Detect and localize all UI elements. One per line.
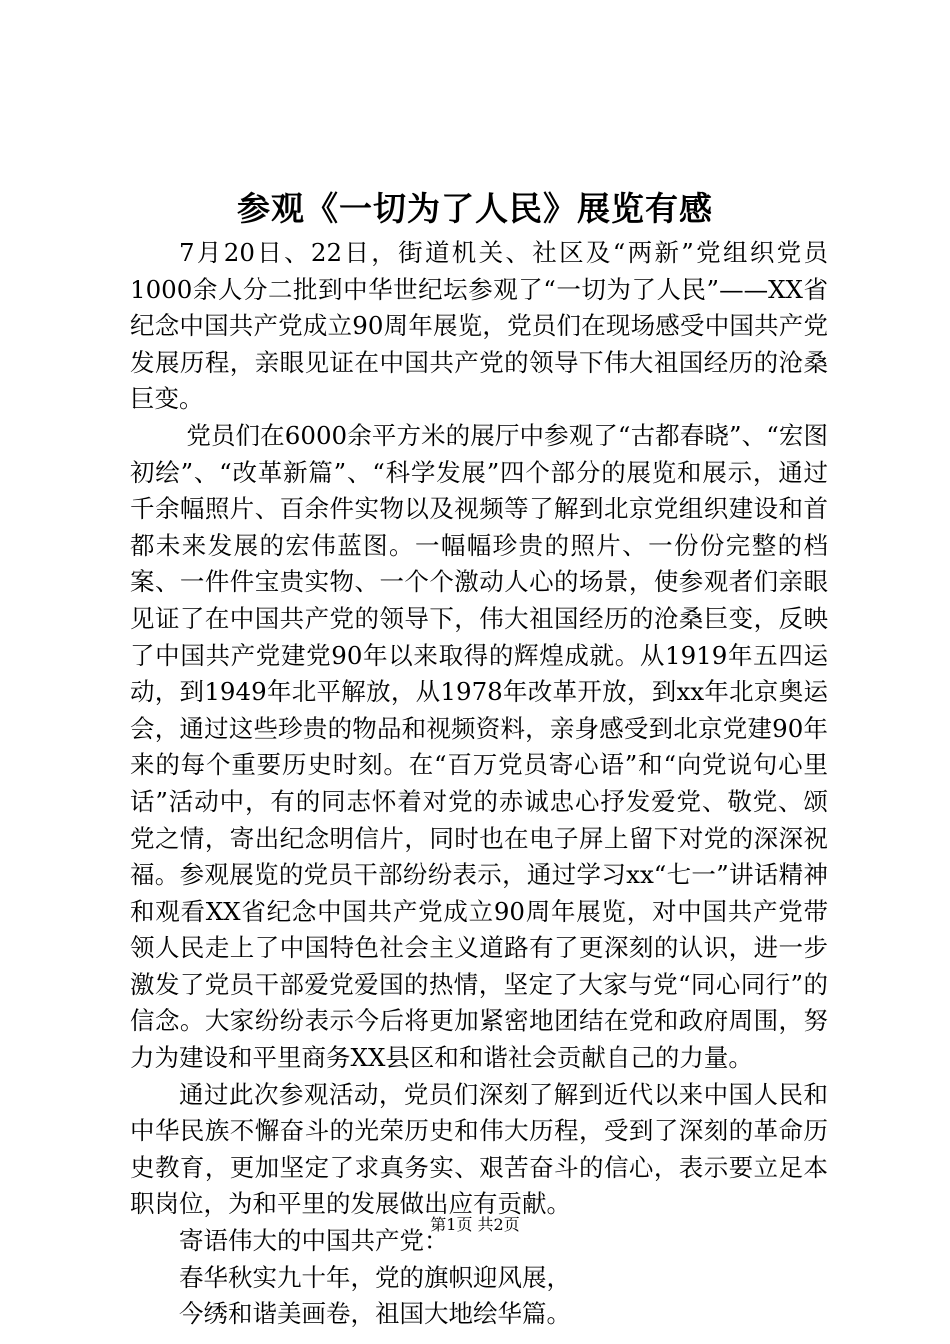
document-title: 参观《一切为了人民》展览有感 xyxy=(237,189,713,228)
verse-line-3: 今绣和谐美画卷，祖国大地绘华篇。 xyxy=(179,1299,571,1329)
paragraph-2: 党员们在6000余平方米的展厅中参观了“古都春晓”、“宏图初绘”、“改革新篇”、“科学发展”四个部分的展览和展示，通过千余幅照片、百余件实物以及视频等了解到北京党组织建设和首都未来发展的宏伟蓝图。一幅幅珍贵的照片、一份份完整的档案、一件件宝贵实物、一个个激动人心的场景，使参观者们亲眼见证了在中国共产党的领导下，伟大祖国经历的沧桑巨变，反映了中国共产党建党90年以来取得的辉煌成就。从1919年五四运动，到1949年北平解放，从1978年改革开放，到xx年北京奥运会，通过这些珍贵的物品和视频资料，亲身感受到北京党建90年来的每个重要历史时刻。在“百万党员寄心语”和“向党说句心里话”活动中，有的同志怀着对党的赤诚忠心抒发爱党、敬党、颂党之情，寄出纪念明信片，同时也在电子屏上留下对党的深深祝福。参观展览的党员干部纷纷表示，通过学习xx“七一”讲话精神和观看XX省纪念中国共产党成立90周年展览，对中国共产党带领人民走上了中国特色社会主义道路有了更深刻的认识，进一步激发了党员干部爱党爱国的热情，坚定了大家与党“同心同行”的信念。大家纷纷表示今后将更加紧密地团结在党和政府周围，努力为建设和平里商务XX县区和和谐社会贡献自己的力量。 xyxy=(130,420,828,1073)
paragraph-1: 7月20日、22日，街道机关、社区及“两新”党组织党员1000余人分二批到中华世纪坛参观了“一切为了人民”——XX省纪念中国共产党成立90周年展览，党员们在现场感受中国共产党发展历程，亲眼见证在中国共产党的领导下伟大祖国经历的沧桑巨变。 xyxy=(130,238,828,414)
paragraph-3: 通过此次参观活动，党员们深刻了解到近代以来中国人民和中华民族不懈奋斗的光荣历史和伟大历程，受到了深刻的革命历史教育，更加坚定了求真务实、艰苦奋斗的信心，表示要立足本职岗位，为和平里的发展做出应有贡献。 xyxy=(130,1079,828,1219)
verse-line-1: 寄语伟大的中国共产党： xyxy=(179,1226,449,1256)
document-body xyxy=(130,235,828,1333)
page-number: 第1页 共2页 xyxy=(430,1215,520,1234)
verse-line-2: 春华秋实九十年，党的旗帜迎风展， xyxy=(179,1262,571,1292)
